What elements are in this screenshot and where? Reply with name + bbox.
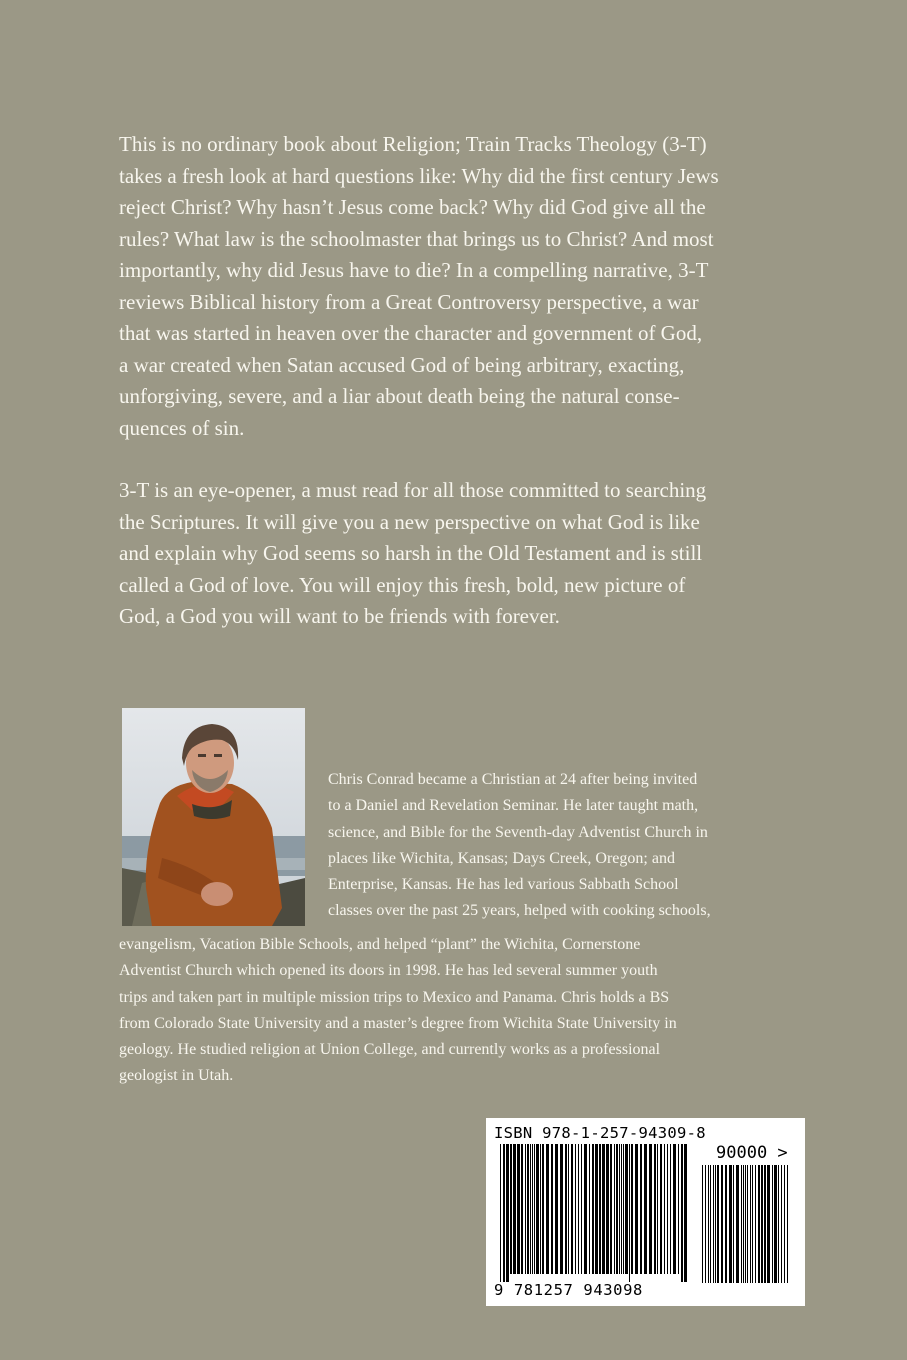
barcode-bar: [761, 1165, 763, 1283]
barcode-bar: [551, 1144, 553, 1274]
barcode-bar: [506, 1144, 509, 1282]
barcode-bar: [589, 1144, 590, 1274]
barcode-bar: [715, 1165, 716, 1283]
barcode-bar: [717, 1165, 719, 1283]
barcode-bar: [660, 1144, 662, 1274]
barcode-bar: [713, 1165, 714, 1283]
author-bio-full-width: [119, 932, 677, 1090]
barcode-bar: [540, 1144, 541, 1274]
barcode-bar: [592, 1144, 594, 1274]
bio-line: evangelism, Vacation Bible Schools, and helped “plant” the Wichita, Cornerstone: [119, 936, 641, 953]
barcode-bar: [619, 1144, 620, 1274]
bio-line: geology. He studied religion at Union College, and currently works as a professional: [119, 1041, 661, 1059]
barcode-bar: [708, 1165, 709, 1283]
barcode-bar: [610, 1144, 612, 1274]
barcode-bar: [536, 1144, 539, 1274]
barcode-bar: [546, 1144, 549, 1274]
barcode-bar: [678, 1144, 679, 1274]
barcode-bar: [565, 1144, 567, 1274]
barcode-bar: [575, 1144, 576, 1274]
barcode-bar: [710, 1165, 711, 1283]
bio-line: to a Daniel and Revelation Seminar. He later taught math,: [328, 797, 699, 815]
bio-line: from Colorado State University and a master’s degree from Wichita State University in: [119, 1014, 677, 1032]
barcode-bar: [657, 1144, 658, 1274]
barcode-bar: [513, 1144, 516, 1274]
barcode-bar: [602, 1144, 605, 1274]
barcode-bar: [784, 1165, 785, 1283]
barcode-bar: [725, 1165, 727, 1283]
barcode-bar: [745, 1165, 746, 1283]
barcode-bar: [595, 1144, 598, 1274]
barcode-bar: [772, 1165, 773, 1283]
barcode-bar: [733, 1165, 734, 1283]
barcode-bar: [530, 1144, 531, 1274]
barcode-bar: [606, 1144, 609, 1274]
ean-digits: 9 781257 943098: [494, 1281, 643, 1299]
barcode-bar: [614, 1144, 615, 1274]
bio-line: Enterprise, Kansas. He has led various Sabbath School: [328, 876, 679, 894]
barcode-bar: [635, 1144, 638, 1274]
isbn-label: ISBN 978-1-257-94309-8: [494, 1124, 706, 1142]
barcode-bar: [755, 1165, 756, 1283]
barcode-bar: [747, 1165, 748, 1283]
author-bio-wrapped: [328, 767, 711, 925]
author-photo: [122, 708, 305, 926]
price-addon-barcode: [702, 1165, 794, 1283]
barcode-bar: [625, 1144, 628, 1274]
barcode-bar: [581, 1144, 582, 1274]
barcode-bar: [578, 1144, 579, 1274]
bio-line: places like Wichita, Kansas; Days Creek, Oregon; and: [328, 849, 675, 867]
barcode-bar: [752, 1165, 753, 1283]
barcode-bar: [670, 1144, 671, 1274]
barcode-bar: [568, 1144, 569, 1274]
barcode-bar: [767, 1165, 770, 1283]
barcode-bar: [681, 1144, 683, 1282]
barcode-bar: [673, 1144, 676, 1274]
barcode-bar: [654, 1144, 656, 1274]
barcode-bar: [584, 1144, 587, 1274]
barcode-bar: [517, 1144, 520, 1274]
barcode-bar: [629, 1144, 630, 1282]
barcode-bar: [667, 1144, 668, 1274]
barcode-bar: [616, 1144, 618, 1274]
barcode-bar: [764, 1165, 766, 1283]
barcode-bar: [664, 1144, 665, 1274]
barcode-bar: [702, 1165, 703, 1283]
isbn-barcode-panel: [486, 1118, 805, 1306]
barcode-bar: [555, 1144, 558, 1274]
barcode-bar: [750, 1165, 751, 1283]
barcode-bar: [649, 1144, 652, 1274]
barcode-bar: [621, 1144, 622, 1274]
barcode-bar: [521, 1144, 523, 1274]
barcode-bar: [736, 1165, 739, 1283]
barcode-bar: [527, 1144, 529, 1274]
barcode-bar: [774, 1165, 777, 1283]
barcode-bar: [684, 1144, 687, 1282]
bio-line: classes over the past 25 years, helped with cooking schools,: [328, 902, 711, 920]
bio-line: Adventist Church which opened its doors in 1998. He has led several summer youth: [119, 962, 658, 980]
barcode-bar: [503, 1144, 505, 1282]
barcode-bar: [758, 1165, 760, 1283]
barcode-bar: [640, 1144, 642, 1274]
bio-line: science, and Bible for the Seventh-day Adventist Church in: [328, 823, 708, 841]
barcode-bar: [729, 1165, 732, 1283]
barcode-bar: [500, 1144, 501, 1282]
barcode-bar: [599, 1144, 601, 1274]
barcode-bar: [532, 1144, 533, 1274]
description-paragraph-1: This is no ordinary book about Religion; Train Tracks Theology (3-T) takes a fresh look at hard questions like: Why did the first century Jews reject Christ? Why hasn’t Jesus come back? Why did God give all the rules? What law is the schoolmaster that brings us to Christ? And most importantly, why did Jesus have to die? In a compelling narrative, 3-T reviews Biblical history from a Great Controversy perspective, a war that was started in heaven over the character and government of God, a war created when Satan accused God of being arbitrary, exacting, unforgiving, severe, and a liar about death being the natural conse- quences of sin.: [119, 132, 719, 440]
bio-line: trips and taken part in multiple mission trips to Mexico and Panama. Chris holds a BS: [119, 988, 670, 1006]
barcode-bar: [571, 1144, 573, 1274]
barcode-bar: [781, 1165, 782, 1283]
barcode-bar: [705, 1165, 706, 1283]
barcode-bar: [510, 1144, 512, 1274]
barcode-bar: [534, 1144, 535, 1274]
price-code: 90000 >: [716, 1143, 788, 1163]
barcode-bar: [560, 1144, 563, 1274]
bio-line: Chris Conrad became a Christian at 24 after being invited: [328, 771, 698, 788]
ean-barcode: [500, 1144, 690, 1284]
barcode-bar: [623, 1144, 624, 1274]
barcode-bar: [644, 1144, 647, 1274]
description-paragraph-2: 3-T is an eye-opener, a must read for all those committed to searching the Scriptures. It will give you a new perspective on what God is like and explain why God seems so harsh in the Old Testament and is still called a God of love. You will enjoy this fresh, bold, new picture of God, a God you will want to be friends with forever.: [119, 478, 707, 628]
bio-line: geologist in Utah.: [119, 1067, 234, 1085]
barcode-bar: [778, 1165, 779, 1283]
barcode-bar: [721, 1165, 723, 1283]
barcode-bar: [787, 1165, 788, 1283]
barcode-bar: [525, 1144, 526, 1274]
barcode-bar: [631, 1144, 633, 1274]
barcode-bar: [741, 1165, 742, 1283]
barcode-bar: [542, 1144, 544, 1274]
barcode-bar: [743, 1165, 744, 1283]
